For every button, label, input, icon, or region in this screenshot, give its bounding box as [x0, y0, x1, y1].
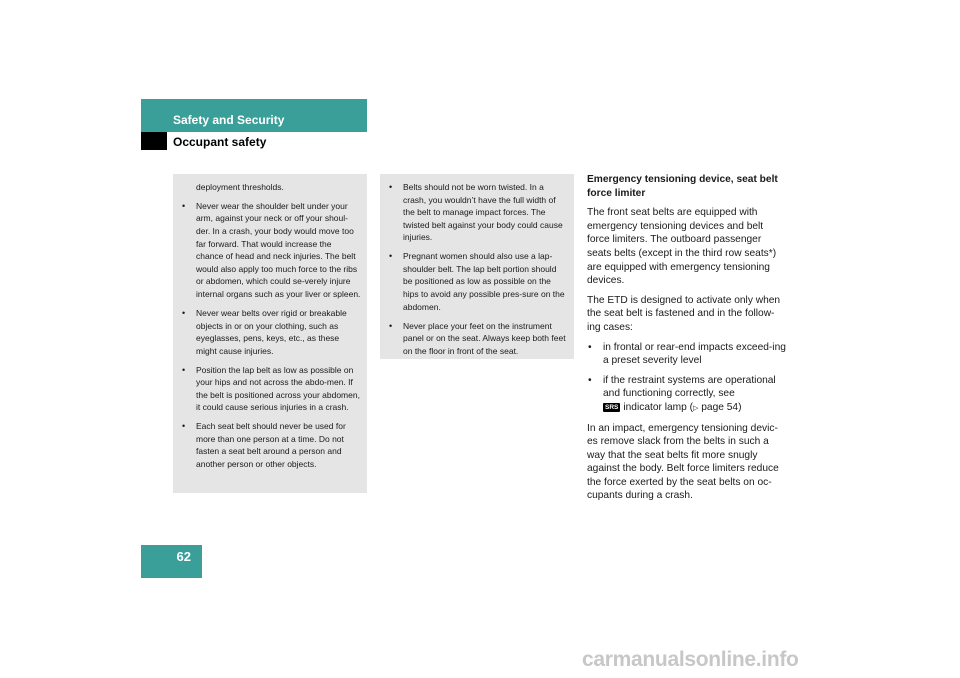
page-reference-link[interactable]: page 54) — [698, 401, 742, 413]
condition-list — [587, 341, 787, 416]
subsection-marker — [141, 132, 167, 150]
paragraph: In an impact, emergency tensioning devic-es remove slack from the belts in such a way that the seat belts fit more snugly against the body. Belt force limiters reduce the force exerted by the seat belts on oc-cupants during a crash. — [587, 422, 779, 502]
warning-box-middle — [380, 174, 574, 359]
warning-item: • Each seat belt should never be used for more than one person at a time. Do not fasten a seat belt around a person and another person or other objects. — [181, 420, 361, 470]
page-reference-arrow-icon: ▷ — [693, 404, 699, 412]
watermark: carmanualsonline.info — [582, 648, 799, 671]
warning-list-left — [181, 200, 361, 471]
list-item — [587, 374, 787, 416]
page-number-box — [141, 545, 202, 578]
list-item-text: indicator lamp ( — [623, 401, 694, 413]
paragraph: The ETD is designed to activate only when the seat belt is fastened and in the follow-ing cases: — [587, 294, 781, 333]
warning-item: • Position the lap belt as low as possible on your hips and not across the abdo-men. If the belt is positioned across your abdomen, it could cause serious injuries in a crash. — [181, 364, 361, 414]
page-number: 62 — [176, 549, 191, 564]
warning-list-middle — [388, 181, 568, 357]
warning-item: • Pregnant women should also use a lap-shoulder belt. The lap belt portion should be positioned as low as possible on the hips to avoid any possible pres-sure on the abdomen. — [388, 250, 568, 313]
warning-box-left — [173, 174, 367, 493]
warning-item: • Never place your feet on the instrument panel or on the seat. Always keep both feet on the floor in front of the seat. — [388, 320, 568, 358]
warning-item: • Belts should not be worn twisted. In a crash, you wouldn’t have the full width of the belt to manage impact forces. The twisted belt against your body could cause injuries. — [388, 181, 568, 244]
warning-item: • Never wear belts over rigid or breakable objects in or on your clothing, such as eyeglasses, pens, keys, etc., as these might cause injuries. — [181, 307, 361, 357]
section-heading: Emergency tensioning device, seat belt force limiter — [587, 174, 778, 199]
continued-text: deployment thresholds. — [196, 182, 284, 192]
main-text-column — [587, 173, 787, 509]
list-item: • in frontal or rear-end impacts exceed-ing a preset severity level — [587, 341, 787, 368]
warning-item: • Never wear the shoulder belt under your arm, against your neck or off your shoul-der. In a crash, your body would move too far forward. That would increase the chance of head and neck injuries. The belt would also apply too much force to the ribs or abdomen, which could se-verely injure internal organs such as your liver or spleen. — [181, 200, 361, 301]
list-item-text: if the restraint systems are operational and functioning correctly, see — [603, 374, 776, 400]
section-title: Safety and Security — [173, 113, 285, 127]
srs-indicator-icon: SRS — [605, 403, 619, 411]
paragraph: The front seat belts are equipped with emergency tensioning devices and belt force limiters. The outboard passenger seats belts (except in the third row seats*) are equipped with emergency tensioning devices. — [587, 207, 777, 287]
subsection-title: Occupant safety — [173, 135, 267, 149]
